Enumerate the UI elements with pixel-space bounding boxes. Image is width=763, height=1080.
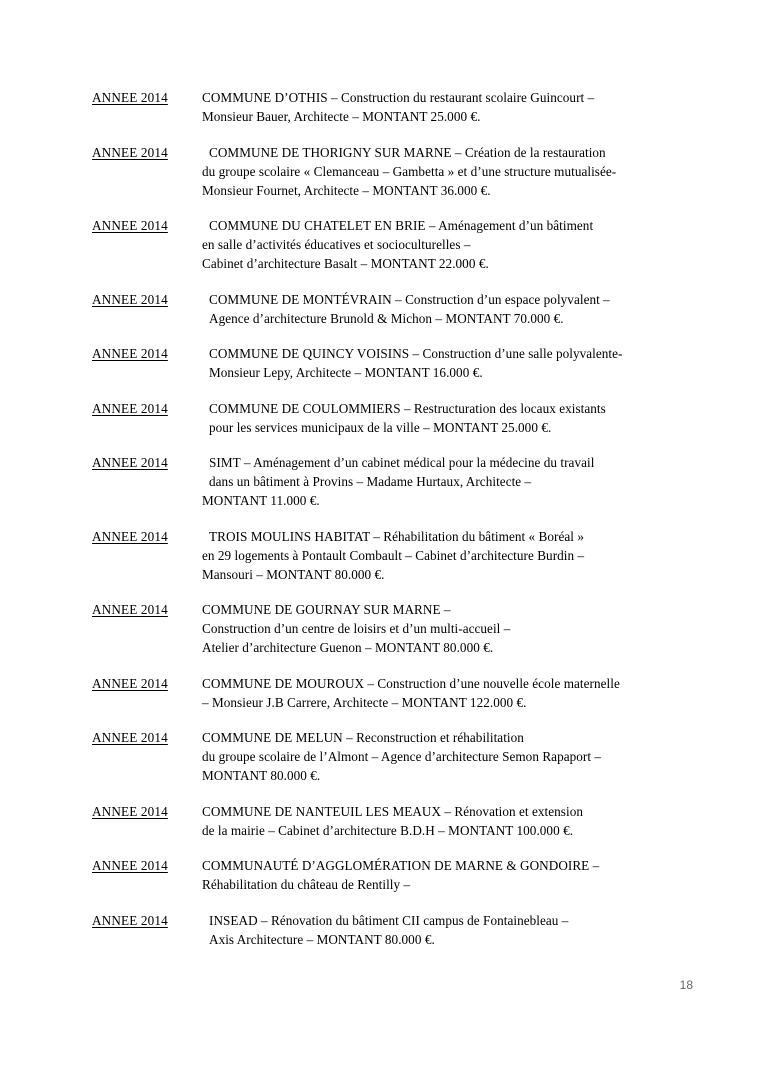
entry-line: COMMUNE DE MELUN – Reconstruction et réhabilitation (202, 730, 524, 745)
entry-line: MONTANT 80.000 €. (202, 768, 321, 783)
entry-line: Monsieur Lepy, Architecte – MONTANT 16.000 €. (209, 365, 483, 380)
entry-line: COMMUNE DE NANTEUIL LES MEAUX – Rénovation et extension (202, 803, 583, 819)
entry-line: COMMUNE DE COULOMMIERS – Restructuration des locaux existants (209, 400, 606, 416)
entry-row (92, 290, 693, 328)
entry-year: ANNEE 2014 (92, 803, 168, 819)
entry-row (92, 399, 693, 437)
entry-row (92, 344, 693, 382)
entry-line: Construction d’un centre de loisirs et d’un multi-accueil – (202, 621, 511, 636)
entry-description (202, 143, 693, 200)
entry-line: COMMUNE DE QUINCY VOISINS – Construction d’une salle polyvalente- (209, 346, 623, 361)
entry-line: en 29 logements à Pontault Combault – Cabinet d’architecture Burdin – (202, 547, 585, 563)
entry-line: COMMUNE DE THORIGNY SUR MARNE – Création de la restauration (209, 144, 606, 160)
entry-line: TROIS MOULINS HABITAT – Réhabilitation du bâtiment « Boréal » (209, 528, 584, 544)
entry-year: ANNEE 2014 (92, 90, 168, 105)
entry-line: COMMUNAUTÉ D’AGGLOMÉRATION DE MARNE & GONDOIRE – (202, 858, 600, 873)
entry-line: du groupe scolaire de l’Almont – Agence d’architecture Semon Rapaport – (202, 749, 602, 764)
entry-row (92, 911, 693, 949)
entry-description (202, 728, 693, 785)
entry-row (92, 802, 693, 840)
entry-description (202, 344, 693, 382)
entry-line: COMMUNE DE GOURNAY SUR MARNE – (202, 602, 451, 617)
entry-description (202, 856, 693, 894)
entry-row (92, 143, 693, 200)
entry-year: ANNEE 2014 (92, 218, 168, 233)
entry-line: Monsieur Bauer, Architecte – MONTANT 25.000 €. (202, 109, 481, 124)
entry-line: Agence d’architecture Brunold & Michon – MONTANT 70.000 €. (209, 310, 564, 326)
entry-line: Atelier d’architecture Guenon – MONTANT 80.000 €. (202, 640, 494, 655)
entry-description (202, 527, 693, 584)
entry-line: Mansouri – MONTANT 80.000 €. (202, 566, 385, 582)
entry-line: dans un bâtiment à Provins – Madame Hurtaux, Architecte – (209, 474, 532, 489)
entry-row (92, 856, 693, 894)
entry-line: Axis Architecture – MONTANT 80.000 €. (209, 931, 435, 947)
entry-line: COMMUNE DE MOUROUX – Construction d’une nouvelle école maternelle (202, 675, 620, 691)
entry-year: ANNEE 2014 (92, 400, 168, 416)
entry-line: COMMUNE D’OTHIS – Construction du restaurant scolaire Guincourt – (202, 90, 595, 105)
entry-year: ANNEE 2014 (92, 144, 168, 160)
page-number: 18 (679, 978, 693, 992)
entry-description (202, 453, 693, 510)
entry-year: ANNEE 2014 (92, 858, 168, 873)
entry-year: ANNEE 2014 (92, 455, 168, 470)
entry-line: COMMUNE DU CHATELET EN BRIE – Aménagement d’un bâtiment (209, 218, 594, 233)
entry-row (92, 728, 693, 785)
entry-row (92, 527, 693, 584)
entry-year: ANNEE 2014 (92, 730, 168, 745)
entry-row (92, 88, 693, 126)
entry-line: du groupe scolaire « Clemanceau – Gambetta » et d’une structure mutualisée- (202, 163, 617, 179)
entry-line: Réhabilitation du château de Rentilly – (202, 877, 411, 892)
entry-line: de la mairie – Cabinet d’architecture B.D.H – MONTANT 100.000 €. (202, 822, 574, 838)
entry-row (92, 453, 693, 510)
entry-description (202, 88, 693, 126)
entry-line: INSEAD – Rénovation du bâtiment CII campus de Fontainebleau – (209, 912, 569, 928)
entry-year: ANNEE 2014 (92, 675, 168, 691)
entry-list (92, 88, 693, 949)
entry-description (202, 399, 693, 437)
entry-line: Cabinet d’architecture Basalt – MONTANT 22.000 €. (202, 256, 489, 271)
entry-line: SIMT – Aménagement d’un cabinet médical pour la médecine du travail (209, 455, 595, 470)
entry-line: COMMUNE DE MONTÉVRAIN – Construction d’un espace polyvalent – (209, 291, 610, 307)
entry-year: ANNEE 2014 (92, 912, 168, 928)
entry-row (92, 216, 693, 273)
entry-description (202, 216, 693, 273)
entry-description (202, 674, 693, 712)
entry-line: MONTANT 11.000 €. (202, 493, 320, 508)
entry-line: Monsieur Fournet, Architecte – MONTANT 36.000 €. (202, 182, 491, 198)
entry-line: – Monsieur J.B Carrere, Architecte – MONTANT 122.000 €. (202, 694, 527, 710)
entry-year: ANNEE 2014 (92, 528, 168, 544)
entry-row (92, 674, 693, 712)
entry-line: pour les services municipaux de la ville – MONTANT 25.000 €. (209, 419, 552, 435)
entry-row (92, 600, 693, 657)
entry-line: en salle d’activités éducatives et socioculturelles – (202, 237, 471, 252)
entry-description (202, 911, 693, 949)
entry-description (202, 600, 693, 657)
entry-year: ANNEE 2014 (92, 602, 168, 617)
entry-year: ANNEE 2014 (92, 291, 168, 307)
entry-year: ANNEE 2014 (92, 346, 168, 361)
entry-description (202, 290, 693, 328)
entry-description (202, 802, 693, 840)
